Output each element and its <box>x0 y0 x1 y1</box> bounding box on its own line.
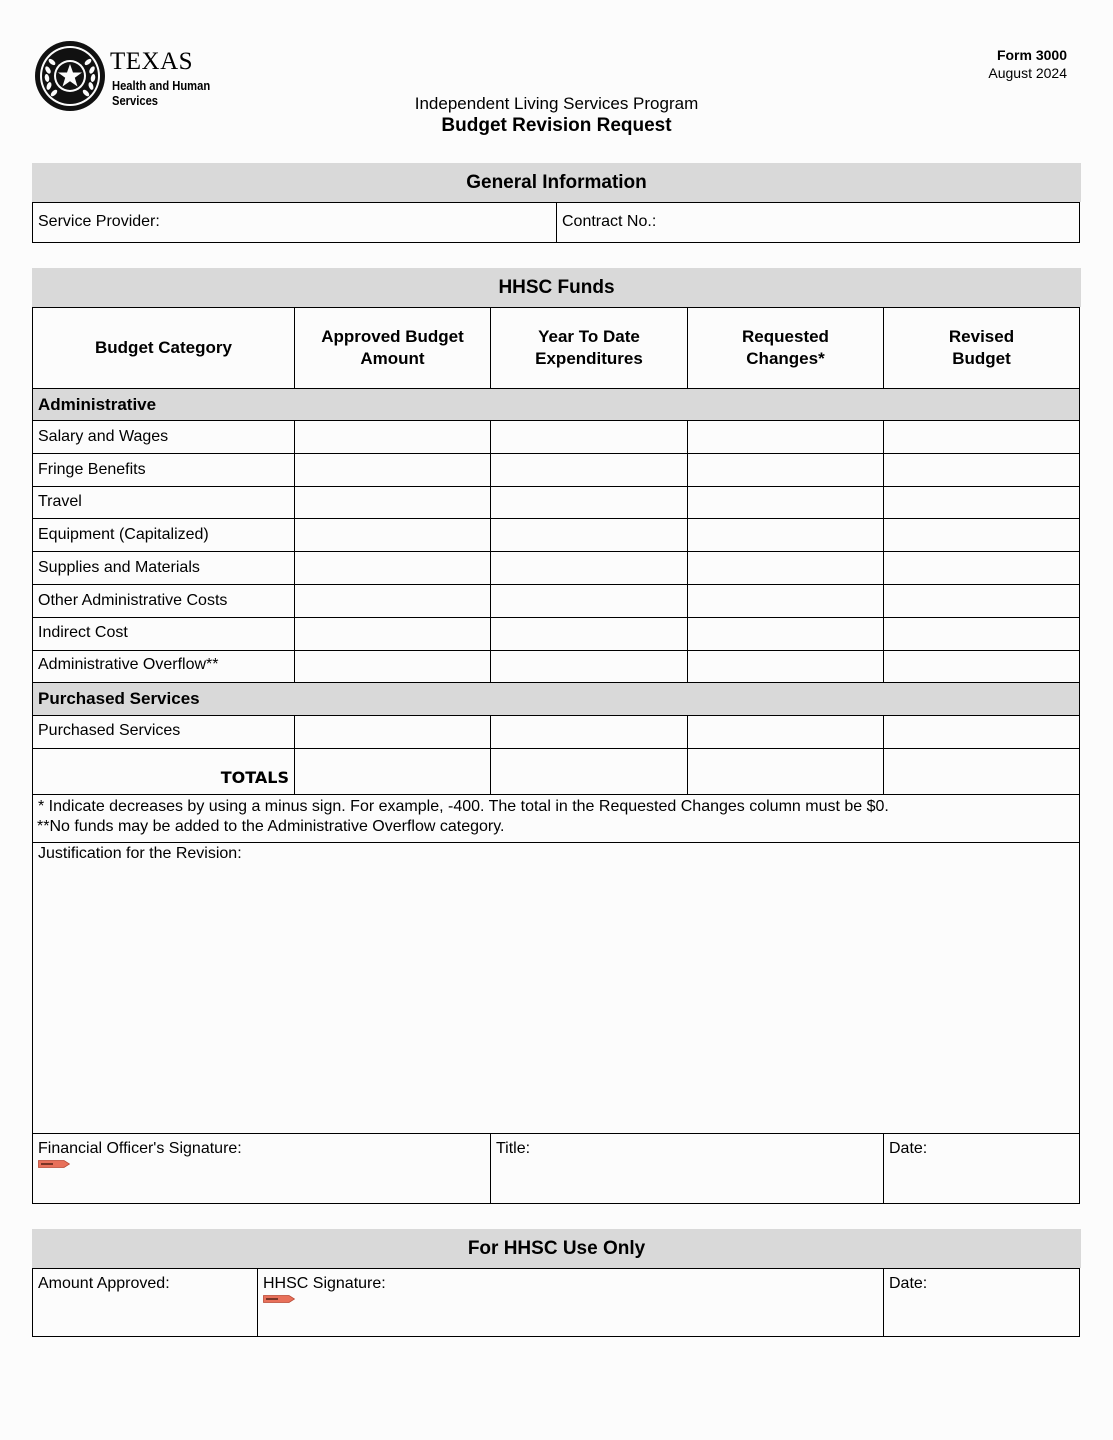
row-category: Administrative Overflow** <box>38 656 219 673</box>
hhsc-use-only-table <box>32 1268 1080 1337</box>
revised-budget-input[interactable] <box>884 552 1079 584</box>
approved-budget-input[interactable] <box>295 716 490 748</box>
hhsc-funds-table <box>32 307 1080 1204</box>
revised-budget-input[interactable] <box>884 716 1079 748</box>
column-header-approved-budget: Approved Budget Amount <box>321 327 464 368</box>
approved-budget-input[interactable] <box>295 651 490 682</box>
table-row <box>32 618 1080 650</box>
total-revised-budget[interactable] <box>884 749 1079 794</box>
requested-changes-input[interactable] <box>688 552 883 584</box>
ytd-expenditures-input[interactable] <box>491 618 687 650</box>
logo-wordmark: TEXAS <box>110 48 194 75</box>
page-title-block <box>0 93 1113 138</box>
column-header-requested-changes: Requested Changes* <box>742 327 829 368</box>
approved-budget-input[interactable] <box>295 421 490 453</box>
section-administrative <box>33 389 1079 420</box>
totals-label: TOTALS <box>220 768 289 787</box>
row-category: Supplies and Materials <box>38 559 200 576</box>
column-header-budget-category: Budget Category <box>95 338 232 357</box>
sign-here-flag-icon <box>38 1160 70 1168</box>
contract-no-field[interactable] <box>557 203 1079 242</box>
service-provider-field[interactable] <box>33 203 556 242</box>
row-category: Purchased Services <box>38 722 181 739</box>
program-name: Independent Living Services Program <box>414 94 699 113</box>
hhsc-date-label: Date: <box>889 1275 928 1292</box>
table-row <box>32 454 1080 486</box>
form-date: August 2024 <box>988 65 1067 81</box>
row-category: Salary and Wages <box>38 428 169 445</box>
row-category: Other Administrative Costs <box>38 592 228 609</box>
revised-budget-input[interactable] <box>884 454 1079 486</box>
form-number: Form 3000 <box>996 47 1067 63</box>
table-row <box>32 651 1080 682</box>
ytd-expenditures-input[interactable] <box>491 519 687 551</box>
row-category: Equipment (Capitalized) <box>38 526 209 543</box>
table-row <box>32 487 1080 518</box>
justification-label: Justification for the Revision: <box>38 845 242 862</box>
approved-budget-input[interactable] <box>295 618 490 650</box>
hhsc-date-field[interactable] <box>884 1269 1079 1336</box>
ytd-expenditures-input[interactable] <box>491 585 687 617</box>
footnotes <box>32 795 1080 842</box>
total-ytd-expenditures[interactable] <box>491 749 687 794</box>
form-identifier <box>988 46 1067 82</box>
hhsc-signature-label: HHSC Signature: <box>263 1275 386 1292</box>
ytd-expenditures-input[interactable] <box>491 487 687 518</box>
hhsc-use-only-heading: For HHSC Use Only <box>32 1229 1081 1268</box>
requested-changes-input[interactable] <box>688 651 883 682</box>
title-field[interactable] <box>491 1134 883 1203</box>
total-approved-budget[interactable] <box>295 749 490 794</box>
approved-budget-input[interactable] <box>295 552 490 584</box>
requested-changes-input[interactable] <box>688 421 883 453</box>
row-category: Indirect Cost <box>38 624 128 641</box>
revised-budget-input[interactable] <box>884 487 1079 518</box>
row-category: Travel <box>38 493 82 510</box>
total-requested-changes[interactable] <box>688 749 883 794</box>
table-row <box>32 552 1080 584</box>
date-label: Date: <box>889 1140 928 1157</box>
column-header-revised-budget: Revised Budget <box>948 327 1015 368</box>
row-category: Fringe Benefits <box>38 461 146 478</box>
title-label: Title: <box>496 1140 531 1157</box>
financial-officer-signature-label: Financial Officer's Signature: <box>38 1140 242 1157</box>
requested-changes-input[interactable] <box>688 618 883 650</box>
table-row <box>32 421 1080 453</box>
date-field[interactable] <box>884 1134 1079 1203</box>
revised-budget-input[interactable] <box>884 421 1079 453</box>
general-information-table <box>32 202 1080 243</box>
ytd-expenditures-input[interactable] <box>491 454 687 486</box>
requested-changes-input[interactable] <box>688 519 883 551</box>
section-label: Purchased Services <box>38 689 200 708</box>
hhsc-funds-heading: HHSC Funds <box>32 268 1081 307</box>
totals-row <box>32 749 1080 794</box>
table-row <box>32 716 1080 748</box>
logo-agency-name: Health and Human Services <box>112 78 211 108</box>
financial-officer-signature-field[interactable] <box>33 1134 490 1203</box>
requested-changes-input[interactable] <box>688 585 883 617</box>
revised-budget-input[interactable] <box>884 618 1079 650</box>
approved-budget-input[interactable] <box>295 519 490 551</box>
revised-budget-input[interactable] <box>884 651 1079 682</box>
revised-budget-input[interactable] <box>884 585 1079 617</box>
ytd-expenditures-input[interactable] <box>491 552 687 584</box>
contract-no-label: Contract No.: <box>562 213 657 230</box>
general-information-heading: General Information <box>32 163 1081 202</box>
hhsc-signature-field[interactable] <box>258 1269 883 1336</box>
requested-changes-input[interactable] <box>688 487 883 518</box>
footnote-requested-changes: * Indicate decreases by using a minus sign. For example, -400. The total in the Requested Changes column must be $0. <box>38 798 889 815</box>
requested-changes-input[interactable] <box>688 454 883 486</box>
approved-budget-input[interactable] <box>295 585 490 617</box>
approved-budget-input[interactable] <box>295 454 490 486</box>
section-label: Administrative <box>38 395 157 414</box>
justification-field[interactable] <box>33 843 1079 1133</box>
ytd-expenditures-input[interactable] <box>491 716 687 748</box>
amount-approved-label: Amount Approved: <box>38 1275 170 1292</box>
section-purchased-services <box>33 683 1079 715</box>
column-header-ytd-expenditures: Year To Date Expenditures <box>535 327 643 368</box>
amount-approved-field[interactable] <box>33 1269 257 1336</box>
sign-here-flag-icon <box>263 1295 295 1303</box>
ytd-expenditures-input[interactable] <box>491 651 687 682</box>
service-provider-label: Service Provider: <box>38 213 160 230</box>
approved-budget-input[interactable] <box>295 487 490 518</box>
table-row <box>32 585 1080 617</box>
revised-budget-input[interactable] <box>884 519 1079 551</box>
requested-changes-input[interactable] <box>688 716 883 748</box>
ytd-expenditures-input[interactable] <box>491 421 687 453</box>
table-row <box>32 519 1080 551</box>
page-title: Budget Revision Request <box>441 115 672 136</box>
footnote-admin-overflow: **No funds may be added to the Administrative Overflow category. <box>37 818 505 835</box>
